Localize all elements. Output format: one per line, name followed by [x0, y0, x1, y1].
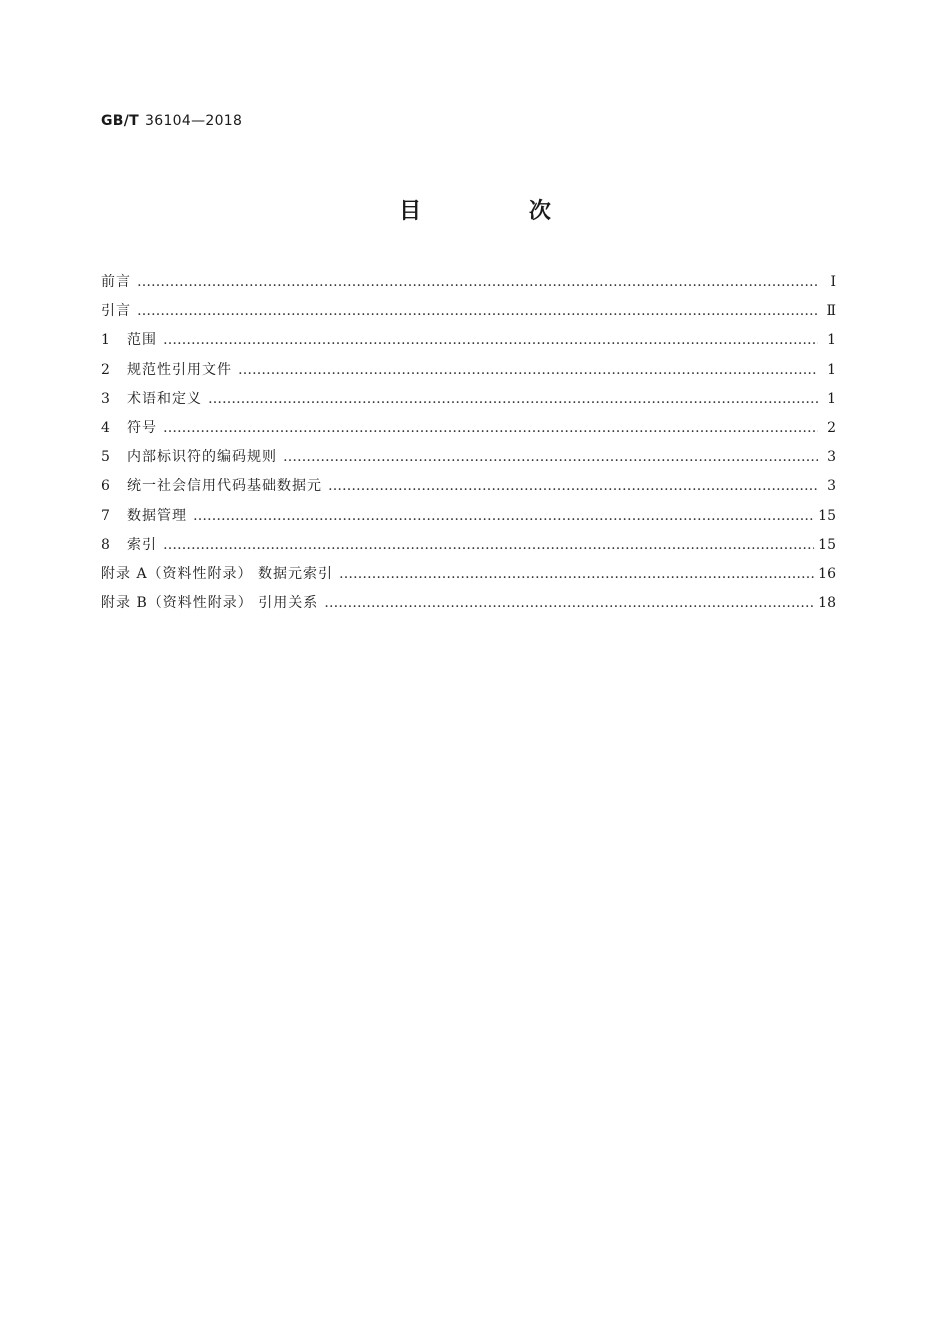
toc-entry-page: 1	[827, 390, 836, 407]
toc-leader	[238, 362, 818, 378]
toc-entry-page: 3	[827, 449, 836, 466]
toc-entry-page: 1	[827, 332, 836, 349]
toc-leader	[137, 274, 818, 290]
toc-entry-label: 附录 A（资料性附录） 数据元索引	[101, 565, 334, 582]
toc-leader	[137, 303, 818, 319]
toc-entry-foreword[interactable]	[101, 271, 836, 300]
toc-entry-appendix-b[interactable]	[101, 592, 836, 621]
toc-entry-page: Ⅱ	[826, 303, 836, 320]
toc-entry-3[interactable]	[101, 388, 836, 417]
toc-leader	[208, 391, 818, 407]
standard-number: 36104—2018	[145, 113, 243, 129]
toc-entry-number: 1	[101, 332, 111, 349]
toc-entry-label: 引言	[101, 303, 131, 320]
toc-leader	[283, 449, 818, 465]
toc-entry-4[interactable]	[101, 417, 836, 446]
toc-entry-page: 1	[827, 361, 836, 378]
toc-leader	[339, 566, 814, 582]
toc-entry-8[interactable]	[101, 534, 836, 563]
toc-leader	[328, 478, 818, 494]
toc-entry-label: 内部标识符的编码规则	[127, 449, 277, 466]
toc-entry-number: 4	[101, 419, 111, 436]
toc-entry-number: 7	[101, 507, 111, 524]
toc-entry-introduction[interactable]	[101, 300, 836, 329]
toc-entry-page: 15	[818, 507, 836, 524]
toc-title: 目 次	[399, 199, 601, 224]
toc-entry-label: 前言	[101, 274, 131, 290]
toc-leader	[163, 537, 814, 553]
toc-entry-label: 附录 B（资料性附录） 引用关系	[101, 595, 319, 612]
toc-entry-page: 2	[827, 419, 836, 436]
toc-entry-number: 6	[101, 478, 111, 495]
toc-entry-number: 2	[101, 361, 111, 378]
toc-entry-label: 数据管理	[127, 507, 187, 524]
toc-entry-label: 术语和定义	[127, 390, 202, 407]
toc-leader	[163, 420, 818, 436]
toc-entry-number: 8	[101, 536, 111, 553]
toc-entry-label: 范围	[127, 332, 157, 349]
toc-entry-label: 符号	[127, 419, 157, 436]
standard-prefix: GB/T	[101, 113, 140, 129]
toc-entry-2[interactable]	[101, 359, 836, 388]
toc-entry-label: 统一社会信用代码基础数据元	[127, 478, 322, 495]
toc-entry-6[interactable]	[101, 475, 836, 504]
toc-entry-page: 15	[818, 536, 836, 553]
toc-entry-page: Ⅰ	[830, 274, 836, 290]
toc-entry-5[interactable]	[101, 446, 836, 475]
standard-code	[101, 113, 242, 129]
toc-entry-appendix-a[interactable]	[101, 563, 836, 592]
toc-leader	[324, 595, 814, 611]
toc-entry-page: 3	[827, 478, 836, 495]
table-of-contents	[101, 271, 836, 621]
toc-entry-label: 规范性引用文件	[127, 361, 232, 378]
toc-entry-page: 18	[818, 595, 836, 612]
toc-entry-number: 5	[101, 449, 111, 466]
toc-entry-page: 16	[818, 565, 836, 582]
toc-leader	[163, 332, 818, 348]
toc-entry-7[interactable]	[101, 505, 836, 534]
toc-entry-label: 索引	[127, 536, 157, 553]
toc-leader	[193, 508, 814, 524]
toc-entry-1[interactable]	[101, 329, 836, 358]
toc-entry-number: 3	[101, 390, 111, 407]
